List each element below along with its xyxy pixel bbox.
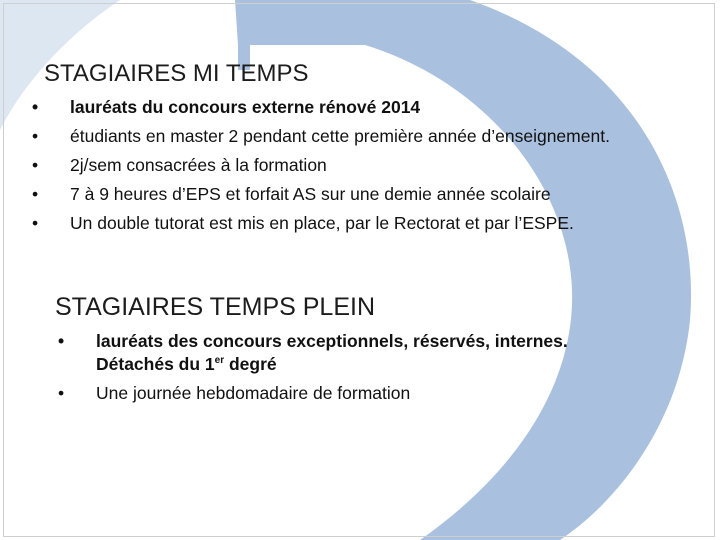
bullet-icon: • xyxy=(32,155,39,175)
list-item-text: Une journée hebdomadaire de formation xyxy=(96,383,411,403)
section1-title: STAGIAIRES MI TEMPS xyxy=(44,60,309,87)
list-item xyxy=(56,382,696,405)
list-item xyxy=(30,183,690,206)
bullet-icon: • xyxy=(58,331,65,351)
list-item xyxy=(56,330,696,376)
section1-list xyxy=(30,96,690,241)
list-item-text-line2: Détachés du 1 xyxy=(96,354,215,374)
list-item-text: 2j/sem consacrées à la formation xyxy=(70,155,327,175)
section2-title: STAGIAIRES TEMPS PLEIN xyxy=(55,293,375,321)
list-item-text: lauréats du concours externe rénové 2014 xyxy=(70,97,421,117)
bullet-icon: • xyxy=(32,126,39,146)
bullet-icon: • xyxy=(32,97,39,117)
list-item-text: lauréats des concours exceptionnels, réservés, internes. xyxy=(96,331,568,351)
superscript-er: er xyxy=(214,355,225,367)
bullet-icon: • xyxy=(58,383,65,403)
bullet-icon: • xyxy=(32,213,39,233)
list-item-text: 7 à 9 heures d’EPS et forfait AS sur une demie année scolaire xyxy=(70,184,551,204)
list-item-text-line2-end: degré xyxy=(224,354,277,374)
list-item xyxy=(30,96,690,119)
bullet-icon: • xyxy=(32,184,39,204)
list-item xyxy=(30,154,690,177)
list-item xyxy=(30,125,690,148)
list-item xyxy=(30,212,690,235)
list-item-text: Un double tutorat est mis en place, par le Rectorat et par l’ESPE. xyxy=(70,213,574,233)
section2-list xyxy=(56,330,696,411)
list-item-text: étudiants en master 2 pendant cette première année d’enseignement. xyxy=(70,126,610,146)
